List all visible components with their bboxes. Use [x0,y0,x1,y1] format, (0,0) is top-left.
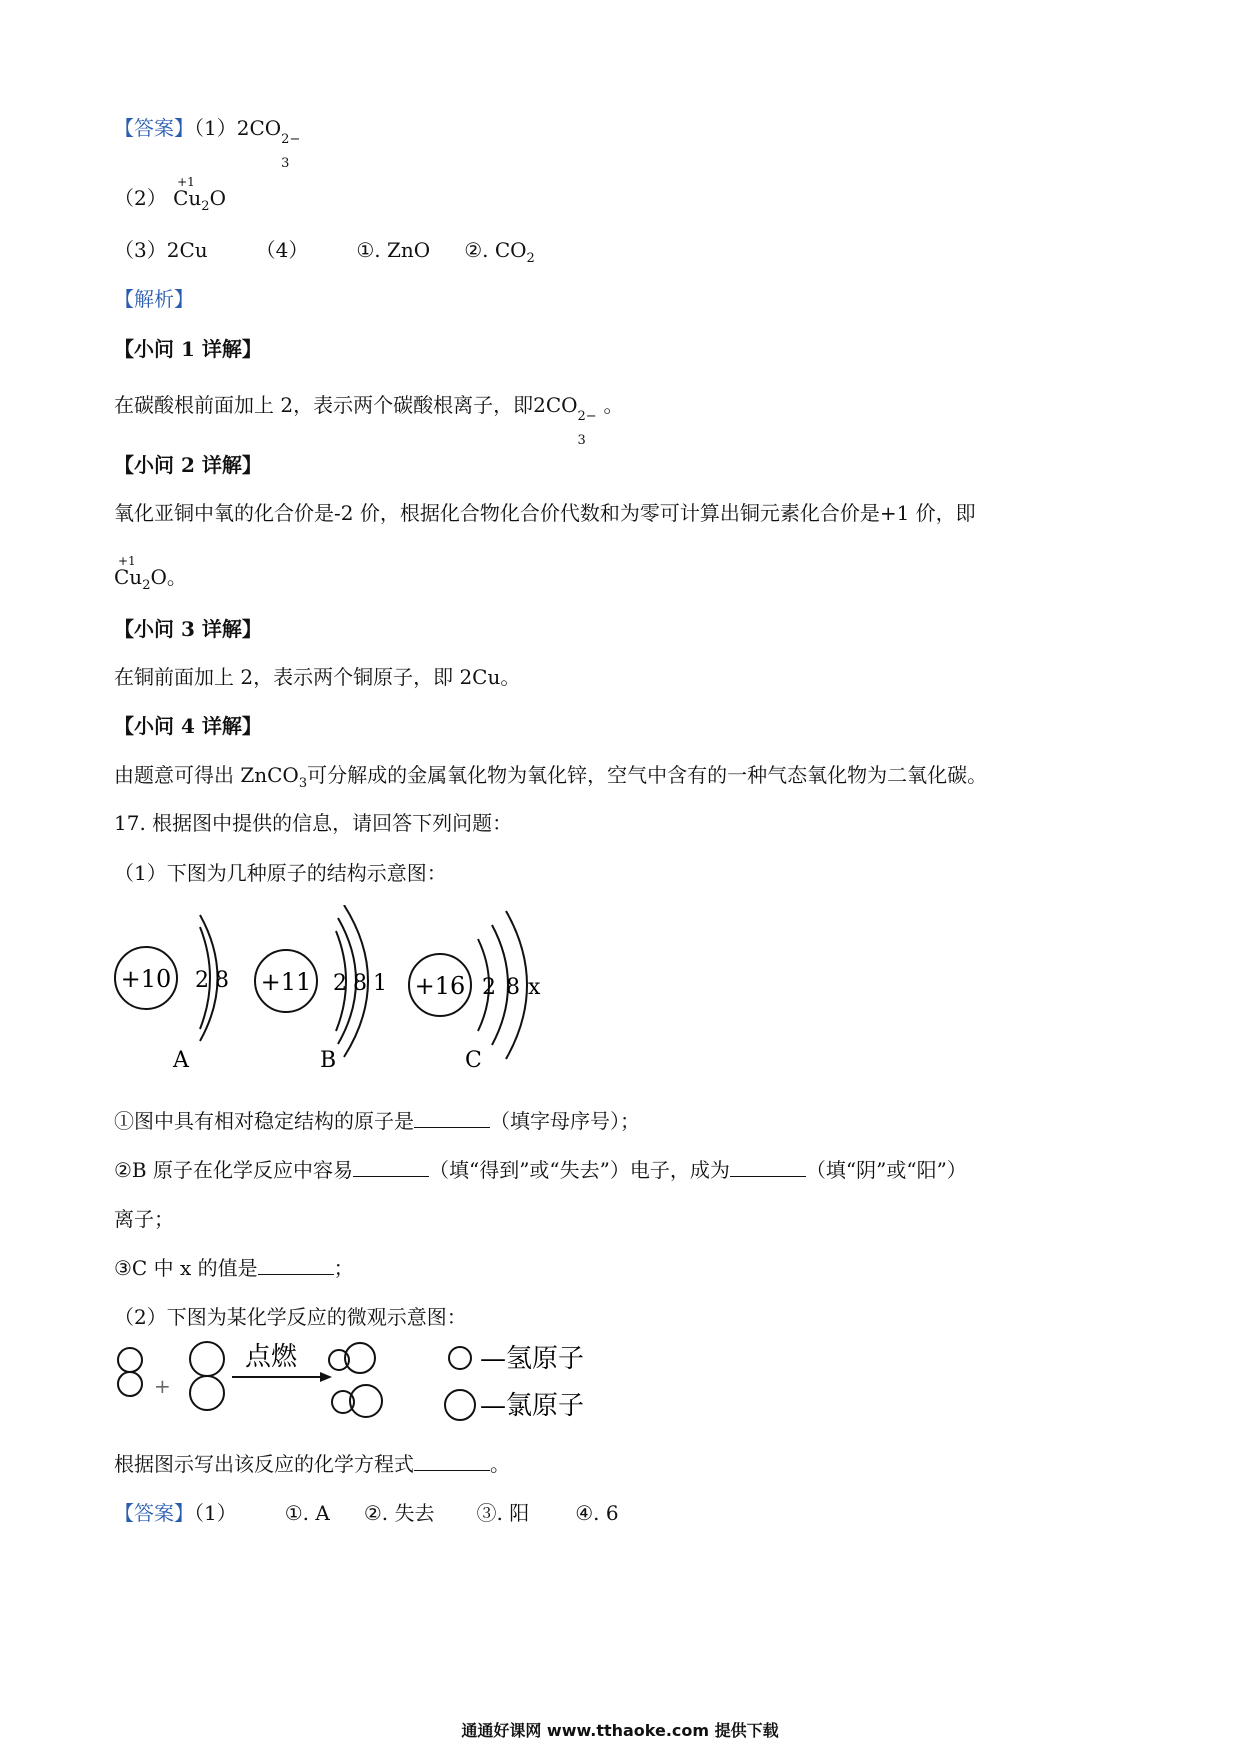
hcl-molecule-2 [332,1385,382,1417]
svg-text:B: B [320,1048,337,1073]
arrow-head-icon [320,1372,332,1382]
answer-q4-item1: ①. ZnO [356,238,431,262]
condition-label: 点燃 [245,1342,298,1372]
svg-text:8: 8 [215,968,229,993]
legend-chlorine [445,1390,584,1421]
q17-sub-b: ②B 原子在化学反应中容易 （填“得到”或“失去”）电子，成为 （填“阴”或“阳”） [114,1158,967,1182]
answer17-line: 【答案】（1） ①. A ②. 失去 ③. 阳 ④. 6 [114,1501,619,1525]
sub3-text: 在铜前面加上 2，表示两个铜原子，即 2Cu。 [114,665,521,689]
h2-molecule [118,1348,142,1396]
answer-q3: （3）2Cu [114,238,208,262]
answer17-tag: 【答案】 [114,1501,194,1525]
sub4-title: 【小问 4 详解】 [114,714,262,738]
hcl-molecule-1 [329,1343,375,1373]
answer-tag: 【答案】 [114,116,194,140]
svg-text:—氯原子: —氯原子 [480,1391,585,1421]
svg-text:+10: +10 [120,965,172,993]
answer-line-2 [114,175,226,222]
svg-text:8: 8 [353,971,367,996]
q17-part2: （2）下图为某化学反应的微观示意图： [114,1305,467,1329]
q17-sub-b-cont: 离子； [114,1207,174,1231]
answer-blank-b2[interactable] [730,1156,806,1177]
legend-hydrogen [449,1344,584,1374]
sub2-title: 【小问 2 详解】 [114,453,262,477]
svg-text:+11: +11 [260,968,312,996]
svg-text:—氢原子: —氢原子 [480,1344,585,1374]
answer-line-3: （3）2Cu （4） ①. ZnO ②. $CO_2$ [114,238,535,266]
svg-text:x: x [528,975,541,1000]
answer-q4-label: （4） [255,238,309,262]
atom-b [255,905,387,1073]
sub3-title: 【小问 3 详解】 [114,617,262,641]
sub4-text: 由题意可得出 ZnCO$_3$可分解成的金属氧化物为氧化锌，空气中含有的一种气态氧化物为二氧化碳。 [114,763,988,791]
q17-sub-c: ③C 中 x 的值是 ； [114,1256,354,1280]
answer-blank-c[interactable] [258,1254,334,1275]
sub2-formula: +1 $Cu_2O$。 [114,554,187,593]
cu2o-valence-formula: +1 $Cu_2O$ [173,175,226,214]
sub2-text: 氧化亚铜中氧的化合价是-2 价，根据化合物化合价代数和为零可计算出铜元素化合价是+1 价，即 [114,501,976,525]
svg-text:C: C [465,1048,482,1073]
plus-sign: + [154,1374,171,1398]
svg-text:+16: +16 [414,972,466,1000]
answer-blank-b1[interactable] [353,1156,429,1177]
answer-line-1: 【答案】（1）2CO 2− 3 [114,116,301,171]
answer-blank-equation[interactable] [414,1450,490,1471]
answer-q4-item2: ②. CO [464,238,527,262]
svg-text:2: 2 [482,975,496,1000]
answer-q2-label: （2） [114,186,167,210]
q17-sub-a: ①图中具有相对稳定结构的原子是 （填字母序号）； [114,1109,640,1133]
q17-stem: 17. 根据图中提供的信息，请回答下列问题： [114,811,513,835]
cl2-molecule [190,1342,224,1410]
atom-a [115,915,229,1073]
reaction-micro-diagram [110,1335,640,1425]
sub1-text: 在碳酸根前面加上 2，表示两个碳酸根离子，即2CO 2− 3 。 [114,393,624,448]
answer-blank-a[interactable] [414,1107,490,1128]
atom-c [409,911,541,1073]
footer-watermark: 通通好课网 www.tthaoke.com 提供下载 [461,1721,779,1740]
svg-text:2: 2 [195,968,209,993]
svg-text:1: 1 [373,971,387,996]
answer-q1-formula: 2CO [236,116,282,140]
svg-text:A: A [173,1048,189,1073]
analysis-tag: 【解析】 [114,287,194,311]
answer-q1-label: （1） [194,116,237,140]
sub1-title: 【小问 1 详解】 [114,337,262,361]
q17-equation: 根据图示写出该反应的化学方程式 。 [114,1452,510,1476]
atom-structure-diagram [110,905,670,1075]
q17-part1: （1）下图为几种原子的结构示意图： [114,861,447,885]
svg-text:8: 8 [506,975,520,1000]
svg-text:2: 2 [333,971,347,996]
